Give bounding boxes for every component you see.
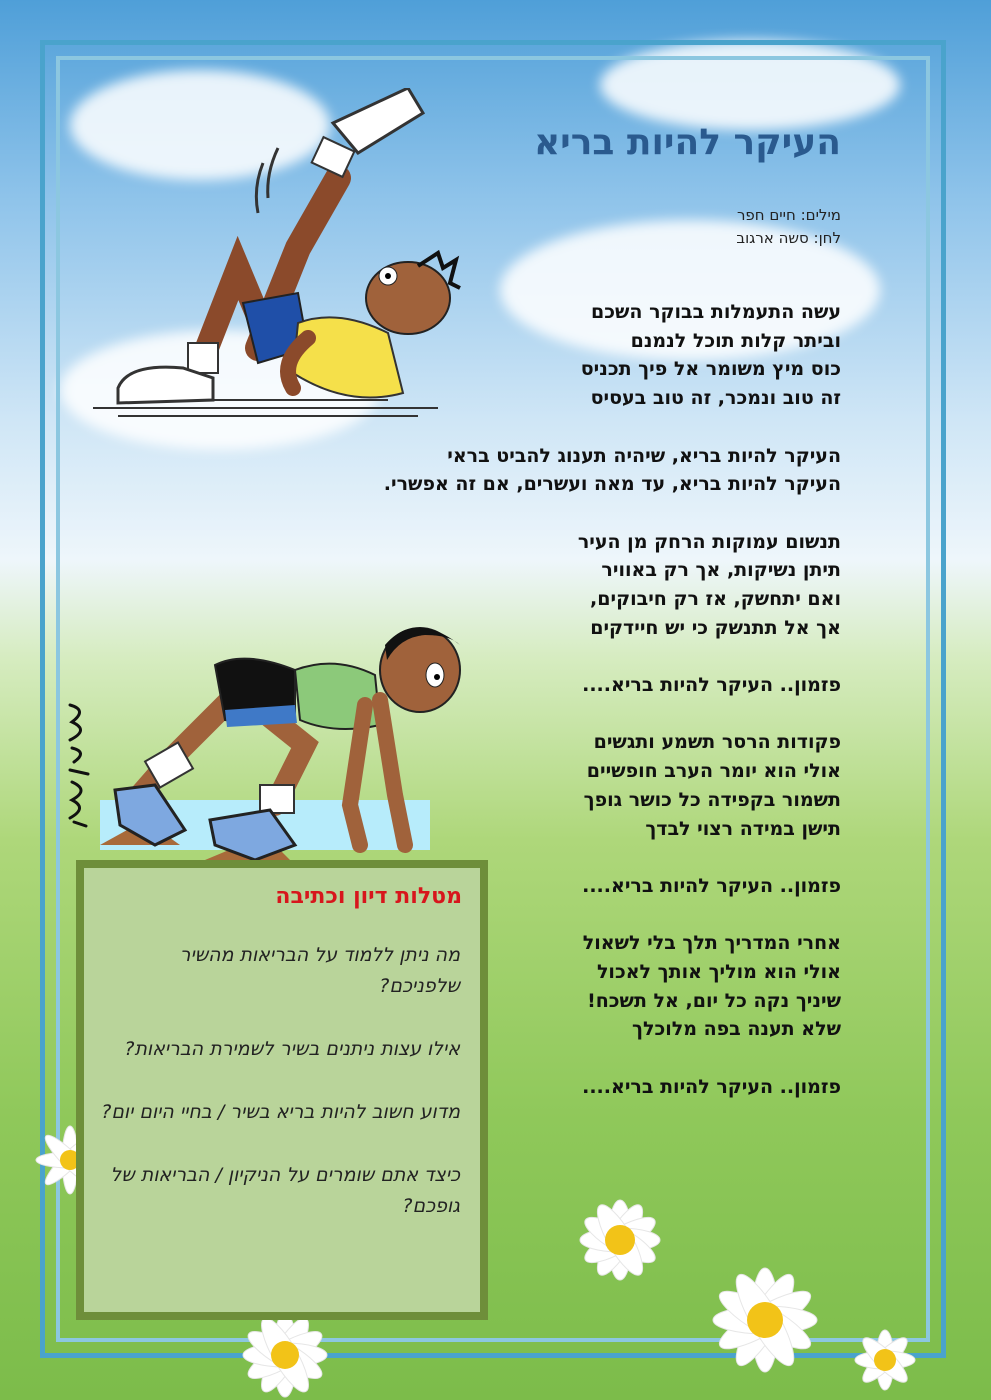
poem-line: תישן במידה רצוי לבדך [645, 817, 841, 840]
stanza [281, 728, 841, 843]
daisy-flower-icon [690, 1250, 840, 1390]
poem-line: שיניך נקה כל יום, אל תשכח! [587, 989, 841, 1012]
lyrics-credit: מילים: חיים חפר [736, 206, 841, 224]
poem-line: תיתן נשיקות, אך רק באוויר [601, 559, 841, 582]
daisy-flower-icon [220, 1310, 350, 1400]
poem-line: אחרי המדריך תלך בלי לשאול [582, 932, 841, 955]
signature [58, 700, 98, 830]
stanza [281, 298, 841, 413]
tasks-list [100, 940, 460, 1254]
poem-line: פזמון.. העיקר להיות בריא.... [582, 874, 841, 897]
poem-line: עשה התעמלות בבוקר השכם [591, 301, 841, 323]
poem-line: זה טוב ונמכר, זה טוב בעסיס [590, 387, 841, 410]
poem-line: אך אל תתנשק כי יש חיידקים [590, 616, 841, 639]
stanza [281, 528, 841, 643]
poem-line: אולי הוא יומר הערב חופשיים [586, 760, 841, 783]
daisy-flower-icon [560, 1180, 680, 1300]
discussion-tasks-box [76, 860, 488, 1320]
page-title: העיקר להיות בריא [533, 122, 841, 163]
poem-line: העיקר להיות בריא, עד מאה ועשרים, אם זה אפשרי. [383, 473, 841, 496]
poem-line: שלא תענה בפה מלוכלך [631, 1018, 841, 1041]
credits [736, 204, 841, 250]
task-question: מה ניתן ללמוד על הבריאות מהשיר שלפניכם? [179, 944, 460, 997]
poem-line: תשמור בקפידה כל כושר גופך [583, 788, 841, 811]
task-question: כיצד אתם שומרים על הניקיון / הבריאות של גופכם? [110, 1164, 460, 1217]
poem-line: פזמון.. העיקר להיות בריא.... [582, 1075, 841, 1098]
poem-line: וביתר קלות תוכל לנמנם [630, 329, 841, 352]
poem-line: כוס מיץ משומר אל פיך תכניס [580, 358, 841, 381]
poem-line: פזמון.. העיקר להיות בריא.... [582, 674, 841, 697]
daisy-flower-icon [840, 1320, 930, 1400]
poem-line: אולי הוא מוליך אותך לאכול [596, 961, 841, 984]
stanza [281, 442, 841, 499]
poem-line: פקודות הרסר תשמע ותגשים [593, 731, 841, 754]
task-question: מדוע חשוב להיות בריא בשיר / בחיי היום יום? [101, 1101, 460, 1123]
poem-line: תנשום עמוקות הרחק מן העיר [577, 530, 841, 553]
poem-line: ואם יתחשק, אז רק חיבוקים, [590, 588, 841, 610]
poem-line: העיקר להיות בריא, שיהיה תענוג להביט בראי [447, 444, 841, 467]
melody-credit: לחן: סשה ארגוב [736, 229, 841, 247]
tasks-title: מטלות דיון וכתיבה [275, 884, 462, 909]
task-question: אילו עצות ניתנים בשיר לשמירת הבריאות? [124, 1038, 460, 1060]
stanza [281, 671, 841, 700]
